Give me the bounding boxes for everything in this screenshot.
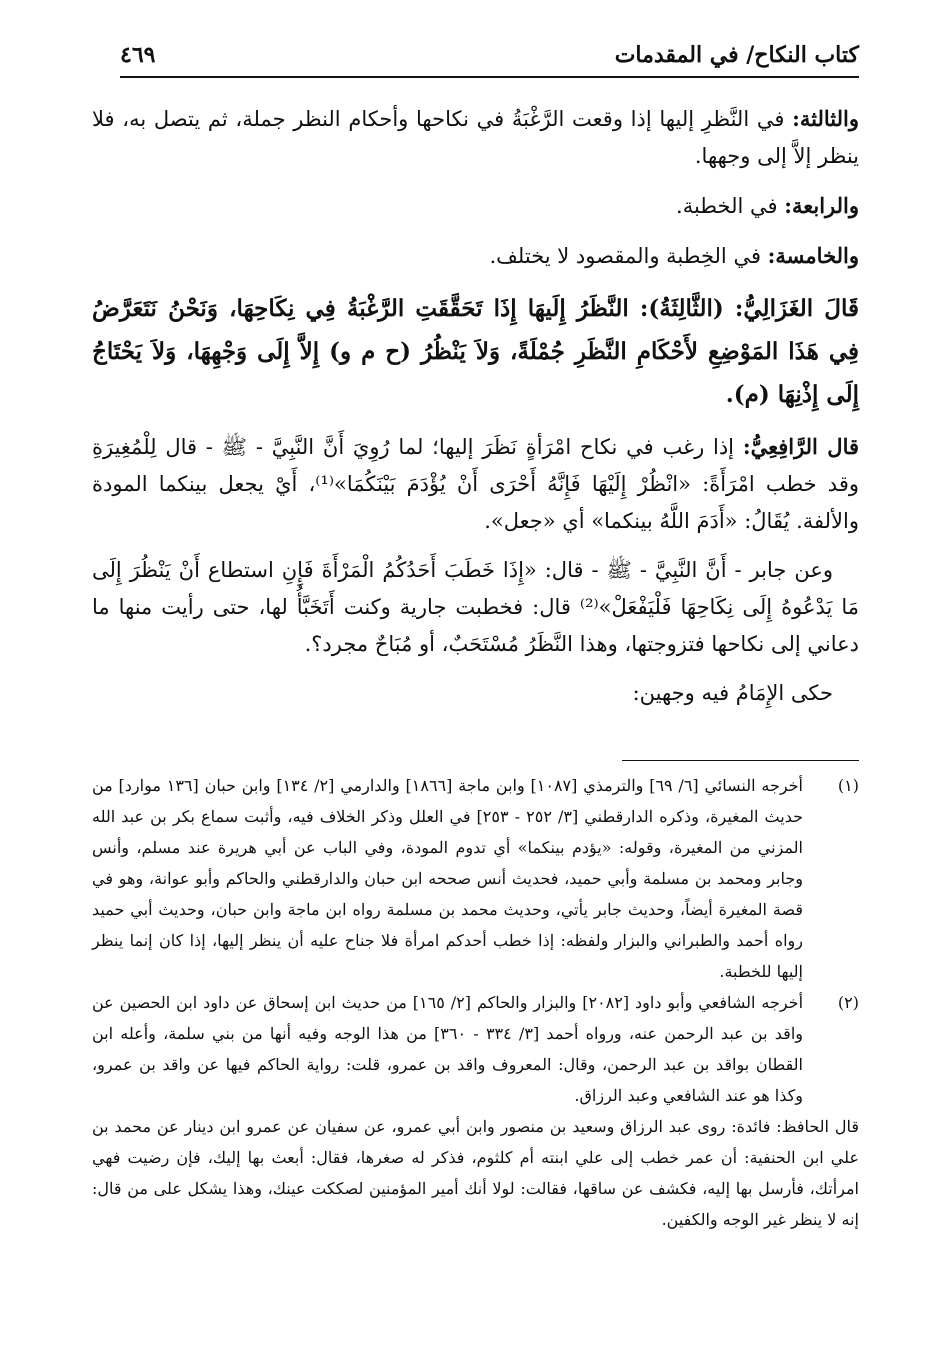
rafii-commentary (92, 428, 859, 540)
footnote-continuation: قال الحافظ: فائدة: روى عبد الرزاق وسعيد بن منصور وابن أبي عمرو، عن سفيان عن عمرو ابن دينار عن محمد بن علي ابن الحنفية: أن عمر خطب إلى علي ابنته أم كلثوم، فذكر له صغرها، فقال: أبعث بها إليك، فإن رضيت فهي امرأتك، فأرسل بها إليه، فكشف عن ساقها، فقالت: لولا أنك أمير المؤمنين لصككت عينك، وهذا يشكل على من قال: إنه لا ينظر غير الوجه والكفين. (92, 1117, 859, 1229)
paragraph-label: قال الرَّافِعِيُّ: (742, 434, 860, 459)
footnote-number: (٢) (837, 993, 859, 1012)
footnote-1 (92, 770, 859, 987)
footnotes (92, 770, 859, 1235)
paragraph-label: والثالثة: (792, 106, 859, 131)
imam-opinions (92, 675, 859, 712)
main-text (92, 100, 859, 724)
paragraph-fifth (92, 237, 859, 275)
paragraph-third (92, 100, 859, 175)
footnote-text: أخرجه الشافعي وأبو داود [٢٠٨٢] والبزار والحاكم [٢/ ١٦٥] من حديث ابن إسحاق عن داود ابن الحصين عن واقد بن عبد الرحمن عنه، ورواه أحمد [٣/ ٣٣٤ - ٣٦٠] من هذا الوجه وفيه أنها من بني سلمة، وأعله ابن القطان بواقد بن عبد الرحمن، وقال: المعروف واقد بن عمرو، قلت: رواية الحاكم فيها عن واقد بن عمرو، وكذا هو عند الشافعي وعبد الرزاق. (92, 993, 804, 1105)
ghazali-quote (92, 287, 859, 416)
paragraph-text: إذا رغب في نكاح امْرَأةٍ نَظَرَ إليها؛ لما رُوِيَ أَنَّ النَّبِيَّ - ﷺ - قال لِلْمُغِيرَةِ وقد خطب امْرَأَةً: «انْظُرْ إِلَيْهَا فَإِنَّهُ أَحْرَى أَنْ يُؤْدَمَ بَيْنَكُمَا»⁽¹⁾، أَيْ يجعل بينكما المودة والألفة. يُقَالُ: «أَدَمَ اللَّهُ بينكما» أي «جعل». (92, 435, 859, 533)
paragraph-fourth (92, 187, 859, 225)
footnote-number: (١) (837, 776, 859, 795)
paragraph-text: قَالَ الغَزَالِيُّ: (الثَّالِثَةُ): النَّظَرُ إِلَيهَا إِذَا تَحَقَّقَتِ الرَّغْبَةُ فِي نِكَاحِهَا، وَنَحْنُ نَتَعَرَّضُ فِي هَذَا المَوْضِعِ لأَحْكَامِ النَّظَرِ جُمْلَةً، وَلاَ يَنْظُرُ (ح م و) إِلاَّ إِلَى وَجْهِهَا، وَلاَ يَحْتَاجُ إِلَى إِذْنِهَا (م). (92, 295, 859, 408)
paragraph-text: حكى الإِمَامُ فيه وجهين: (632, 681, 833, 705)
page-header (120, 38, 859, 78)
paragraph-text: في الخطبة. (676, 194, 785, 218)
paragraph-text: وعن جابر - أَنَّ النَّبِيَّ - ﷺ - قال: «إِذَا خَطَبَ أَحَدُكُمُ الْمَرْأَةَ فَإِنِ استطاع أَنْ يَنْظُرَ إِلَى مَا يَدْعُوهُ إِلَى نِكَاحِهَا فَلْيَفْعَلْ»⁽²⁾ قال: فخطبت جارية وكنت أَتَخَبَّأُ لها، حتى رأيت منها ما دعاني إلى نكاحها فتزوجتها، وهذا النَّظَرُ مُسْتَحَبٌ، أو مُبَاحٌ مجرد؟. (92, 558, 859, 656)
paragraph-label: والرابعة: (784, 193, 859, 218)
paragraph-text: في النَّظرِ إليها إذا وقعت الرَّغْبَةُ في نكاحها وأحكام النظر جملة، ثم يتصل به، فلا ينظر إلاَّ إلى وجهها. (92, 107, 859, 168)
running-title: كتاب النكاح/ في المقدمات (614, 42, 859, 68)
jabir-hadith (92, 552, 859, 663)
paragraph-label: والخامسة: (767, 243, 859, 268)
footnote-2 (92, 987, 859, 1111)
page-number: ٤٦٩ (120, 42, 156, 68)
footnote-separator (622, 760, 859, 761)
paragraph-text: في الخِطبة والمقصود لا يختلف. (489, 244, 768, 268)
footnote-text: أخرجه النسائي [٦/ ٦٩] والترمذي [١٠٨٧] وابن ماجة [١٨٦٦] والدارمي [٢/ ١٣٤] وابن حبان [١٣٦ موارد] من حديث المغيرة، وذكره الدارقطني [٣/ ٢٥٢ - ٢٥٣] في العلل وذكر الخلاف فيه، وأثبت سماع بكر بن عبد الله المزني من المغيرة، وقوله: «يؤدم بينكما» أي تدوم المودة، وفي الباب عن أبي هريرة عند مسلم، وأنس وجابر ومحمد بن مسلمة وأبي حميد، فحديث أنس صححه ابن حبان والدارقطني والحاكم وأبو عوانة، وهو في قصة المغيرة أيضاً، وحديث جابر يأتي، وحديث محمد بن مسلمة رواه ابن ماجة وابن حبان، وحديث أبي حميد رواه أحمد والطبراني والبزار ولفظه: إذا خطب أحدكم امرأة فلا جناح عليه أن ينظر إليها، إذا كان إنما ينظر إليها للخطبة. (92, 776, 803, 981)
